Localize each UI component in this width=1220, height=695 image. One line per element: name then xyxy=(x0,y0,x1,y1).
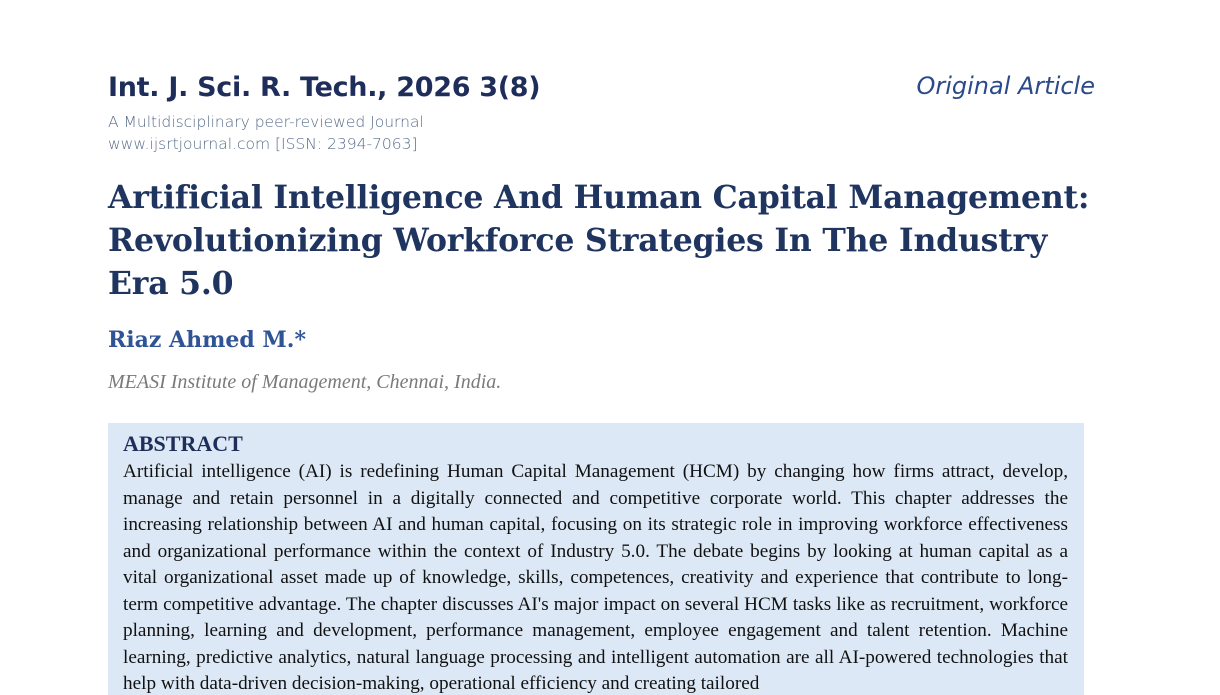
journal-website-issn: www.ijsrtjournal.com [ISSN: 2394-7063] xyxy=(108,135,418,153)
article-type-label: Original Article xyxy=(916,72,1095,100)
journal-title: Int. J. Sci. R. Tech., 2026 3(8) xyxy=(108,72,541,103)
abstract-box xyxy=(108,423,1084,695)
author-name: Riaz Ahmed M.* xyxy=(108,327,306,353)
author-affiliation: MEASI Institute of Management, Chennai, India. xyxy=(108,371,502,393)
abstract-body: Artificial intelligence (AI) is redefining Human Capital Management (HCM) by changing how firms attract, develop, manage and retain personnel in a digitally connected and competitive corporate world. This chapter addresses the increasing relationship between AI and human capital, focusing on its strategic role in improving workforce effectiveness and organizational performance within the context of Industry 5.0. The debate begins by looking at human capital as a vital organizational asset made up of knowledge, skills, competences, creativity and experience that contribute to long-term competitive advantage. The chapter discusses AI's major impact on several HCM tasks like as recruitment, workforce planning, learning and development, performance management, employee engagement and talent retention. Machine learning, predictive analytics, natural language processing and intelligent automation are all AI-powered technologies that help with data-driven decision-making, operational efficiency and creating tailored xyxy=(123,461,1068,694)
paper-title: Artificial Intelligence And Human Capital Management: Revolutionizing Workforce Strategies In The Industry Era 5.0 xyxy=(108,179,1090,302)
abstract-heading: ABSTRACT xyxy=(123,431,243,456)
journal-tagline: A Multidisciplinary peer-reviewed Journal xyxy=(108,113,424,131)
